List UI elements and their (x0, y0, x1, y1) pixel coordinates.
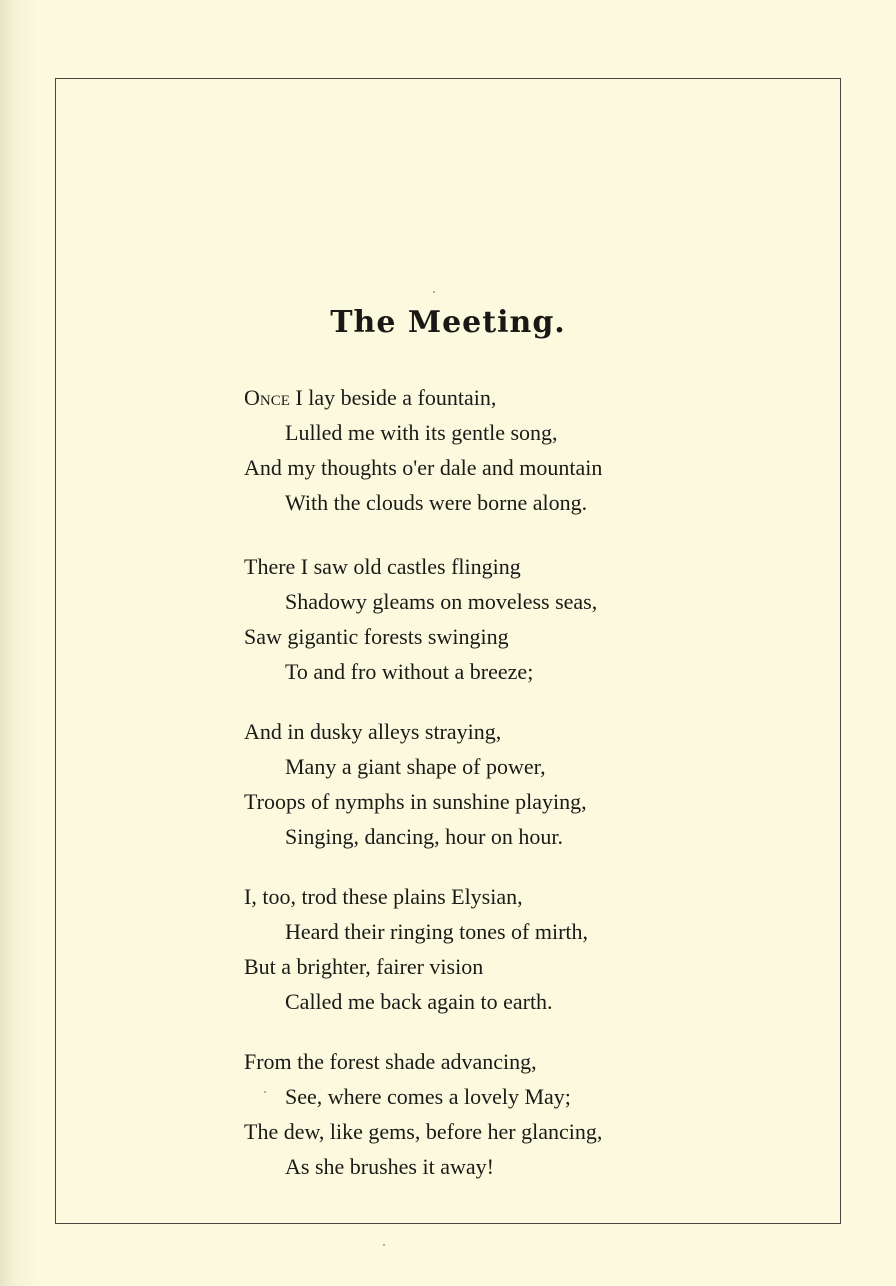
poem-line: And in dusky alleys straying, (244, 719, 502, 744)
poem-line: And my thoughts o'er dale and mountain (244, 455, 603, 480)
stanza-1 (244, 380, 602, 520)
poem-line: To and fro without a breeze; (285, 659, 534, 684)
poem-line: As she brushes it away! (285, 1154, 494, 1179)
poem-line: The dew, like gems, before her glancing, (244, 1119, 603, 1144)
stanza-4 (244, 879, 588, 1019)
paper-speck (383, 1244, 385, 1246)
poem-line: From the forest shade advancing, (244, 1049, 537, 1074)
opening-small-caps-word: Once (244, 385, 290, 410)
poem-line: Singing, dancing, hour on hour. (285, 824, 564, 849)
paper-speck (433, 291, 435, 293)
stanza-2 (244, 549, 597, 689)
poem-line: I, too, trod these plains Elysian, (244, 884, 523, 909)
stanza-5 (244, 1044, 602, 1184)
stanza-3 (244, 714, 587, 854)
poem-line: But a brighter, fairer vision (244, 954, 484, 979)
poem-title: The Meeting. (330, 305, 566, 340)
poem-line: Lulled me with its gentle song, (285, 420, 558, 445)
poem-line: Shadowy gleams on moveless seas, (285, 589, 598, 614)
poem-line: Heard their ringing tones of mirth, (285, 919, 589, 944)
poem-line-text: I lay beside a fountain, (289, 385, 497, 410)
poem-line: There I saw old castles flinging (244, 554, 521, 579)
poem-line: Called me back again to earth. (285, 989, 553, 1014)
poem-line: With the clouds were borne along. (285, 490, 588, 515)
poem-line: Troops of nymphs in sunshine playing, (244, 789, 587, 814)
poem-line: See, where comes a lovely May; (285, 1084, 571, 1109)
poem-line: Saw gigantic forests swinging (244, 624, 509, 649)
paper-speck (264, 1091, 266, 1093)
poem-line (244, 380, 602, 415)
poem-line: Many a giant shape of power, (285, 754, 546, 779)
